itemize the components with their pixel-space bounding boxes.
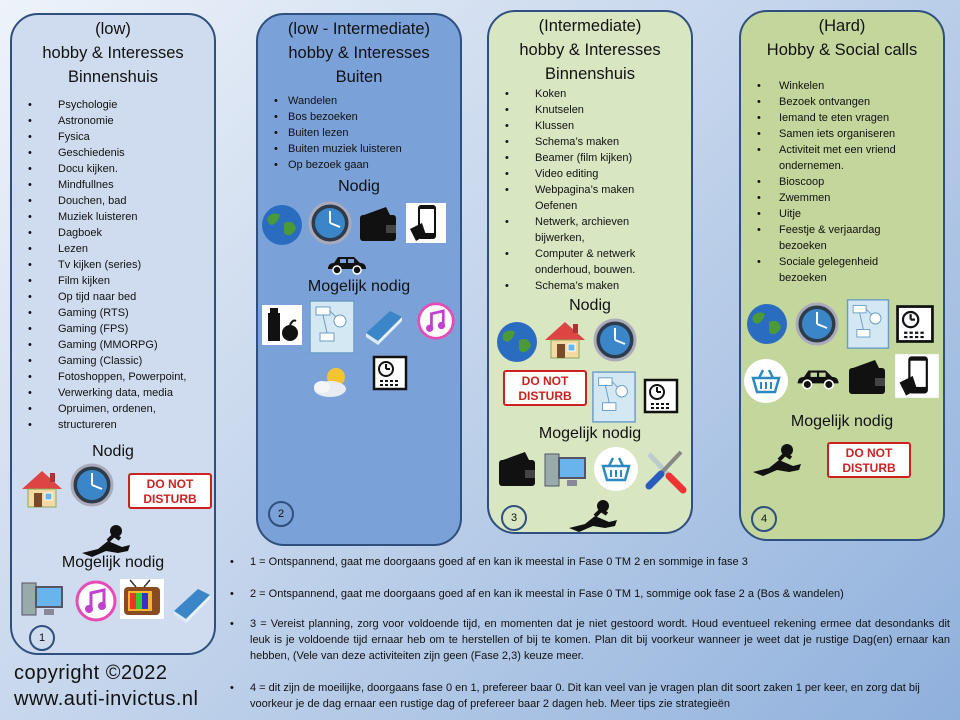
card-title [258,17,460,89]
list-item: • Netwerk, archieven [489,214,691,230]
calendar-icon [368,351,412,395]
list-item: • Uitje [741,206,943,222]
list-item: • Muziek luisteren [12,209,214,225]
copyright-block [14,660,199,712]
relaxing-person-icon [565,496,621,534]
wallet-icon [356,203,400,247]
note-text: 1 = Ontspannend, gaat me doorgaans goed af en kan ik meestal in Fase 0 TM 2 en sommige in fase 3 [250,556,748,568]
plan-diagram-icon [591,370,637,424]
list-item: • Film kijken [12,273,214,289]
note-text: 3 = Vereist planning, zorg voor voldoende tijd, en momenten dat je niet gestoord wordt. Houd eventueel rekening ermee dat desondanks dit leuk is je voldoende tijd ernaar heb om te herstellen of bij te komen. Plan dit bij voorkeur wanneer je weet dat je rustige Dag(en) ernaar kan hebben, (Vele van deze activiteiten zijn geen (Fase 2,3) keuze meer. [250,618,950,662]
svg-text:DO NOT: DO NOT [845,446,893,460]
list-item: • Gaming (FPS) [12,321,214,337]
maybe-needed-label: Mogelijk nodig [538,425,642,442]
list-item: • Mindfullnes [12,177,214,193]
difficulty-number: 2 [268,501,294,527]
computer-icon [543,448,587,492]
card-title-line: Binnenshuis [68,68,158,86]
note-item [230,554,950,570]
tools-icon [641,446,689,494]
list-item: • Winkelen [741,78,943,94]
wallet-icon [845,356,889,400]
book-icon [170,581,214,625]
phone-icon [893,352,941,400]
list-item: • Beamer (film kijken) [489,150,691,166]
difficulty-number: 3 [501,505,527,531]
shopping-basket-icon [743,358,789,404]
list-item: onderhoud, bouwen. [535,264,636,276]
calendar-icon [639,374,683,418]
list-item: • Samen iets organiseren [741,126,943,142]
list-item: • Tv kijken (series) [12,257,214,273]
list-item: • Webpagina’s maken [489,182,691,198]
note-text: 4 = dit zijn de moeilijke, doorgaans fase 0 en 1, prefereer baar 0. Dit kan veel van je vragen plan dit soort zaken 1 per keer, en zorg dat bij voorkeur je de dag ernaar een rustige dag of prefereer baar 2 dagen heb. Meer tips zie strategieën [250,682,920,710]
card-title-line: (low - Intermediate) [287,20,431,38]
card-title-line: (Intermediate) [538,17,642,35]
food-drink-icon [260,303,304,347]
list-item: • Dagboek [12,225,214,241]
list-item: • Buiten muziek luisteren [258,141,460,157]
list-item: • Douchen, bad [12,193,214,209]
needed-label: Nodig [569,297,611,314]
list-item: bijwerken, [535,232,585,244]
list-item: • Opruimen, ordenen, [12,401,214,417]
activity-list [489,86,691,294]
difficulty-number: 1 [29,625,55,651]
book-icon [362,303,406,347]
note-bullet: • [230,682,234,694]
car-icon [793,364,841,392]
svg-text:DISTURB: DISTURB [518,389,572,403]
calendar-icon [891,300,939,348]
card-low-intermediate-outdoor [256,13,462,546]
svg-text:DO NOT: DO NOT [146,477,194,491]
note-text: 2 = Ontspannend, gaat me doorgaans goed af en kan ik meestal in Fase 0 TM 1, sommige ook fase 2 a (Bos & wandelen) [250,588,844,600]
list-item: • Bioscoop [741,174,943,190]
car-icon [324,251,368,277]
list-item: • Wandelen [258,93,460,109]
list-item: bezoeken [779,240,827,252]
list-item: • Op bezoek gaan [258,157,460,173]
weather-icon [310,361,354,405]
svg-text:DO NOT: DO NOT [521,374,569,388]
maybe-needed-label: Mogelijk nodig [61,554,165,571]
card-title-line: Binnenshuis [545,65,635,83]
clock-icon [593,318,637,362]
note-item [230,616,950,664]
list-item: • structureren [12,417,214,433]
list-item: • Gaming (Classic) [12,353,214,369]
card-title-line: hobby & Interesses [519,41,661,59]
list-item: Oefenen [535,200,578,212]
list-item: • Gaming (MMORPG) [12,337,214,353]
list-item: • Schema’s maken [489,278,691,294]
do-not-disturb-icon [128,473,212,509]
maybe-needed-label: Mogelijk nodig [307,278,411,295]
list-item: bezoeken [779,272,827,284]
activity-list [258,93,460,173]
card-hard-social [739,10,945,541]
list-item: • Klussen [489,118,691,134]
list-item: • Schema’s maken [489,134,691,150]
list-item: • Knutselen [489,102,691,118]
card-title-line: Buiten [335,68,383,86]
list-item: • Fotoshoppen, Powerpoint, [12,369,214,385]
card-title [489,14,691,86]
card-title-line: hobby & Interesses [42,44,184,62]
clock-icon [308,201,352,245]
tv-icon [118,577,166,621]
copyright-text: copyright ©2022 [14,662,168,684]
list-item: • Zwemmen [741,190,943,206]
list-item: • Bos bezoeken [258,109,460,125]
globe-icon [495,320,539,364]
card-title [741,14,943,62]
note-item [230,680,950,712]
list-item: • Op tijd naar bed [12,289,214,305]
maybe-needed-label: Mogelijk nodig [790,413,894,430]
house-icon [543,318,587,362]
list-item: • Fysica [12,129,214,145]
list-item: • Bezoek ontvangen [741,94,943,110]
list-item: • Astronomie [12,113,214,129]
needed-label: Nodig [92,443,134,460]
card-title-line: Hobby & Social calls [766,41,918,59]
list-item: • Activiteit met een vriend [741,142,943,158]
card-low-indoor [10,13,216,655]
activity-list [12,97,214,433]
shopping-basket-icon [593,446,639,492]
list-item: • Video editing [489,166,691,182]
list-item: • Psychologie [12,97,214,113]
plan-diagram-icon [845,298,891,350]
globe-icon [260,203,304,247]
card-title-line: (low) [95,20,131,38]
globe-icon [745,302,789,346]
list-item: • Gaming (RTS) [12,305,214,321]
website-link[interactable]: www.auti-invictus.nl [14,688,199,710]
needed-label: Nodig [338,178,380,195]
relaxing-person-icon [749,440,805,480]
note-bullet: • [230,588,234,600]
activity-list [741,78,943,286]
note-bullet: • [230,618,234,630]
note-bullet: • [230,556,234,568]
note-item [230,586,950,602]
computer-icon [20,577,64,621]
svg-text:DISTURB: DISTURB [143,492,197,506]
music-icon [74,579,118,623]
do-not-disturb-icon [827,442,911,478]
phone-icon [404,201,448,245]
list-item: • Verwerking data, media [12,385,214,401]
list-item: ondernemen. [779,160,844,172]
difficulty-number: 4 [751,506,777,532]
card-title-line: hobby & Interesses [288,44,430,62]
list-item: • Feestje & verjaardag [741,222,943,238]
list-item: • Koken [489,86,691,102]
list-item: • Docu kijken. [12,161,214,177]
card-title [12,17,214,89]
card-intermediate-indoor [487,10,693,534]
do-not-disturb-icon [503,370,587,406]
card-title-line: (Hard) [818,17,866,35]
list-item: • Lezen [12,241,214,257]
list-item: • Geschiedenis [12,145,214,161]
clock-icon [795,302,839,346]
list-item: • Sociale gelegenheid [741,254,943,270]
plan-diagram-icon [308,299,356,355]
house-icon [20,467,64,511]
svg-text:DISTURB: DISTURB [842,461,896,475]
music-icon [416,301,456,341]
list-item: • Iemand te eten vragen [741,110,943,126]
list-item: • Buiten lezen [258,125,460,141]
list-item: • Computer & netwerk [489,246,691,262]
clock-icon [70,463,114,507]
wallet-icon [495,448,539,492]
